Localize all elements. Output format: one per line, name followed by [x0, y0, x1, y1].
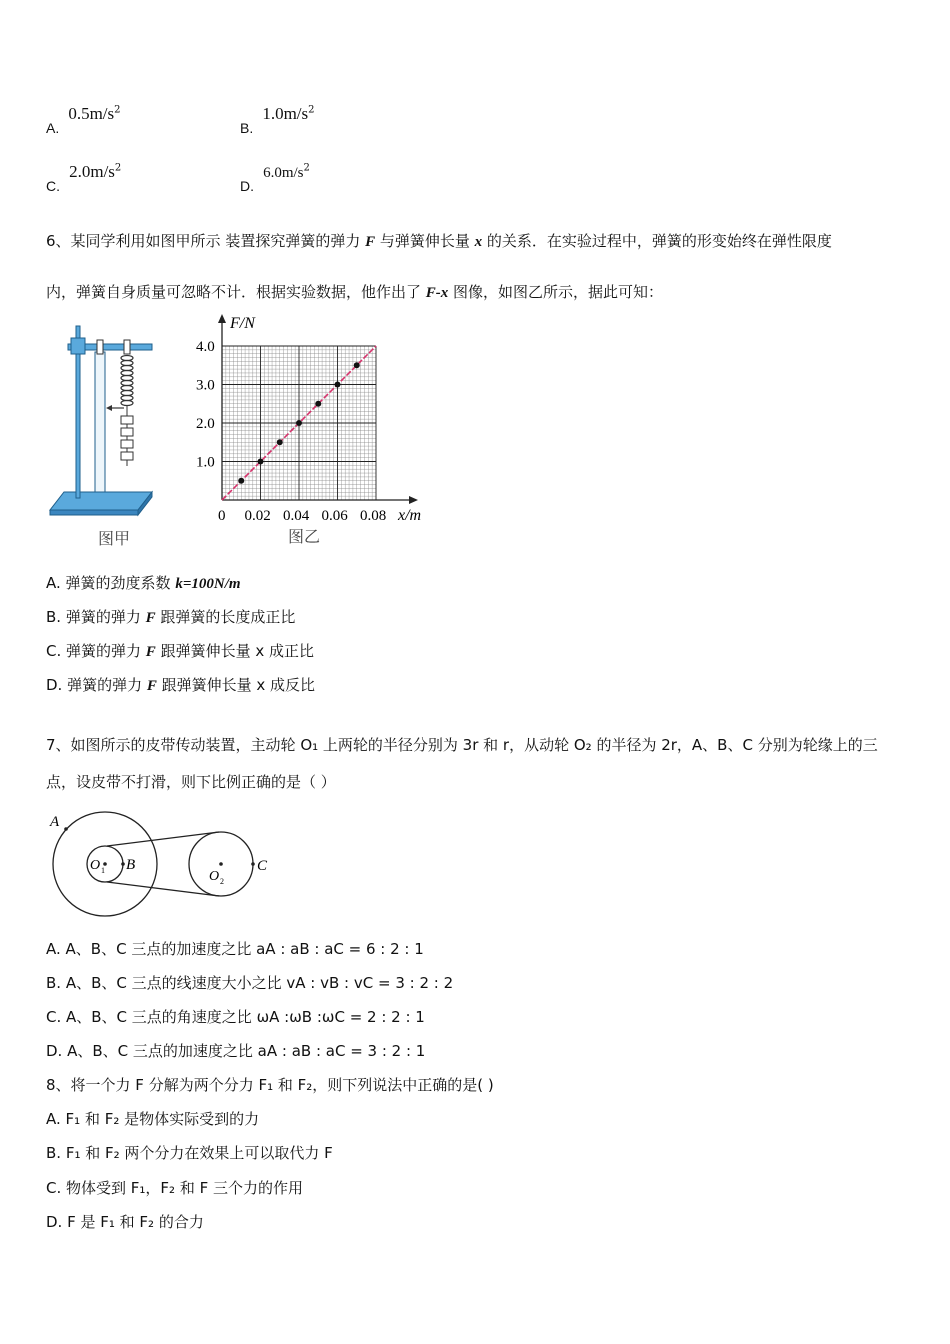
- point-a: [64, 827, 68, 831]
- q7-option-d: D. A、B、C 三点的加速度之比 aA : aB : aC = 3 : 2 : 1: [46, 1042, 426, 1060]
- belt-pulley-figure: [44, 808, 284, 920]
- q5-option-d: [240, 162, 310, 194]
- q7-stem-line-1: 7、如图所示的皮带传动装置，主动轮 O₁ 上两轮的半径分别为 3r 和 r，从动轮 O₂ 的半径为 2r，A、B、C 分别为轮缘上的三: [46, 736, 878, 754]
- option-text: C. 弹簧的弹力: [46, 642, 146, 660]
- y-axis-label: F/N: [230, 315, 255, 332]
- q5-option-b: [240, 104, 315, 136]
- label-a: A: [50, 814, 60, 830]
- stand-base: [50, 492, 152, 515]
- spring-coil: [121, 356, 133, 406]
- q7-option-b: B. A、B、C 三点的线速度大小之比 vA : vB : vC = 3 : 2 : 2: [46, 974, 454, 992]
- figure-caption-left: 图甲: [98, 529, 131, 548]
- y-tick-label: 3.0: [196, 377, 215, 394]
- q6-option-a: [46, 572, 241, 593]
- spring-apparatus-figure: [44, 320, 164, 550]
- label-b: B: [126, 857, 136, 873]
- figure-caption-right: 图乙: [288, 527, 321, 546]
- clamp: [71, 338, 85, 354]
- q6-stem-line-1: [46, 230, 832, 251]
- spring-hook: [124, 340, 130, 354]
- option-text: 跟弹簧的长度成正比: [155, 608, 296, 626]
- x-axis-arrow: [409, 496, 418, 504]
- y-tick-labels: [196, 339, 215, 471]
- option-emphasis: F: [146, 678, 157, 694]
- hanging-weights: [121, 406, 133, 466]
- data-point: [315, 401, 321, 407]
- option-text: 跟弹簧伸长量 x 成反比: [156, 676, 316, 694]
- label-o2-sub: 2: [220, 877, 224, 886]
- data-point: [354, 362, 360, 368]
- option-value: 6.0m/s: [263, 165, 304, 181]
- option-letter: B.: [240, 120, 254, 136]
- option-value: 1.0m/s: [262, 104, 309, 123]
- x-tick-label: 0.06: [321, 508, 348, 524]
- data-point: [238, 478, 244, 484]
- option-letter: A.: [46, 120, 60, 136]
- point-b: [121, 862, 125, 866]
- stem-text: 图像，如图乙所示，据此可知：: [448, 283, 664, 301]
- stem-var: x: [474, 234, 483, 250]
- q6-option-c: [46, 640, 314, 661]
- q7-stem-line-2: 点，设皮带不打滑，则下比例正确的是（ ）: [46, 773, 336, 791]
- q6-stem-line-2: [46, 281, 663, 302]
- stem-text: 的关系．在实验过程中，弹簧的形变始终在弹性限度: [482, 232, 832, 250]
- option-value: 2.0m/s: [69, 162, 115, 181]
- option-value: 0.5m/s: [68, 104, 115, 123]
- y-tick-label: 2.0: [196, 416, 215, 432]
- x-axis-label: x/m: [398, 507, 422, 524]
- q6-option-b: [46, 606, 295, 627]
- label-o2: O: [209, 869, 220, 884]
- data-point: [258, 459, 264, 465]
- option-exponent: 2: [303, 162, 310, 174]
- x-tick-label: 0: [218, 508, 226, 524]
- option-exponent: 2: [308, 104, 315, 116]
- x-tick-labels: [218, 508, 386, 524]
- data-point: [277, 439, 283, 445]
- ruler-clip: [97, 340, 103, 354]
- option-text: 跟弹簧伸长量 x 成正比: [155, 642, 314, 660]
- label-o1-sub: 1: [101, 866, 105, 875]
- belt-top: [107, 832, 219, 846]
- option-text: D. 弹簧的弹力: [46, 676, 147, 694]
- option-emphasis: k=100N/m: [175, 576, 241, 592]
- option-exponent: 2: [114, 162, 122, 174]
- q7-option-c: C. A、B、C 三点的角速度之比 ωA :ωB :ωC = 2 : 2 : 1: [46, 1008, 425, 1026]
- option-emphasis: F: [145, 644, 156, 660]
- x-tick-label: 0.08: [360, 508, 387, 524]
- ruler: [95, 352, 105, 492]
- stem-text: 6、某同学利用如图甲所示 装置探究弹簧的弹力: [46, 232, 366, 250]
- chart-axes: [218, 314, 418, 504]
- x-tick-label: 0.04: [283, 508, 310, 524]
- data-point: [335, 382, 341, 388]
- y-tick-label: 4.0: [196, 339, 215, 355]
- q8-option-a: A. F₁ 和 F₂ 是物体实际受到的力: [46, 1110, 260, 1128]
- y-axis-arrow: [218, 314, 226, 323]
- q8-stem: 8、将一个力 F 分解为两个分力 F₁ 和 F₂，则下列说法中正确的是( ): [46, 1076, 494, 1094]
- q8-option-d: D. F 是 F₁ 和 F₂ 的合力: [46, 1213, 204, 1231]
- point-c: [251, 862, 255, 866]
- stem-text: 与弹簧伸长量: [375, 232, 475, 250]
- q8-option-b: B. F₁ 和 F₂ 两个分力在效果上可以取代力 F: [46, 1144, 333, 1162]
- center-o2: [219, 862, 223, 866]
- belt-bottom: [107, 882, 219, 896]
- q8-option-c: C. 物体受到 F₁，F₂ 和 F 三个力的作用: [46, 1179, 303, 1197]
- fx-chart: [190, 312, 440, 552]
- option-exponent: 2: [114, 104, 121, 116]
- stem-text: 内，弹簧自身质量可忽略不计．根据实验数据，他作出了: [46, 283, 426, 301]
- q6-option-d: [46, 674, 315, 695]
- option-letter: D.: [240, 178, 254, 194]
- option-emphasis: F: [145, 610, 156, 626]
- q5-option-a: [46, 104, 121, 136]
- option-letter: C.: [46, 178, 60, 194]
- stem-var: F: [365, 234, 376, 250]
- data-point: [296, 420, 302, 426]
- label-o1: O: [90, 858, 101, 873]
- option-text: B. 弹簧的弹力: [46, 608, 146, 626]
- label-c: C: [257, 858, 268, 874]
- pointer-arrow: [106, 405, 124, 411]
- y-tick-label: 1.0: [196, 454, 215, 471]
- x-tick-label: 0.02: [244, 508, 271, 524]
- q7-option-a: A. A、B、C 三点的加速度之比 aA : aB : aC = 6 : 2 : 1: [46, 940, 424, 958]
- q5-option-c: [46, 162, 122, 194]
- stem-var: F-x: [425, 285, 449, 301]
- option-text: A. 弹簧的劲度系数: [46, 574, 176, 592]
